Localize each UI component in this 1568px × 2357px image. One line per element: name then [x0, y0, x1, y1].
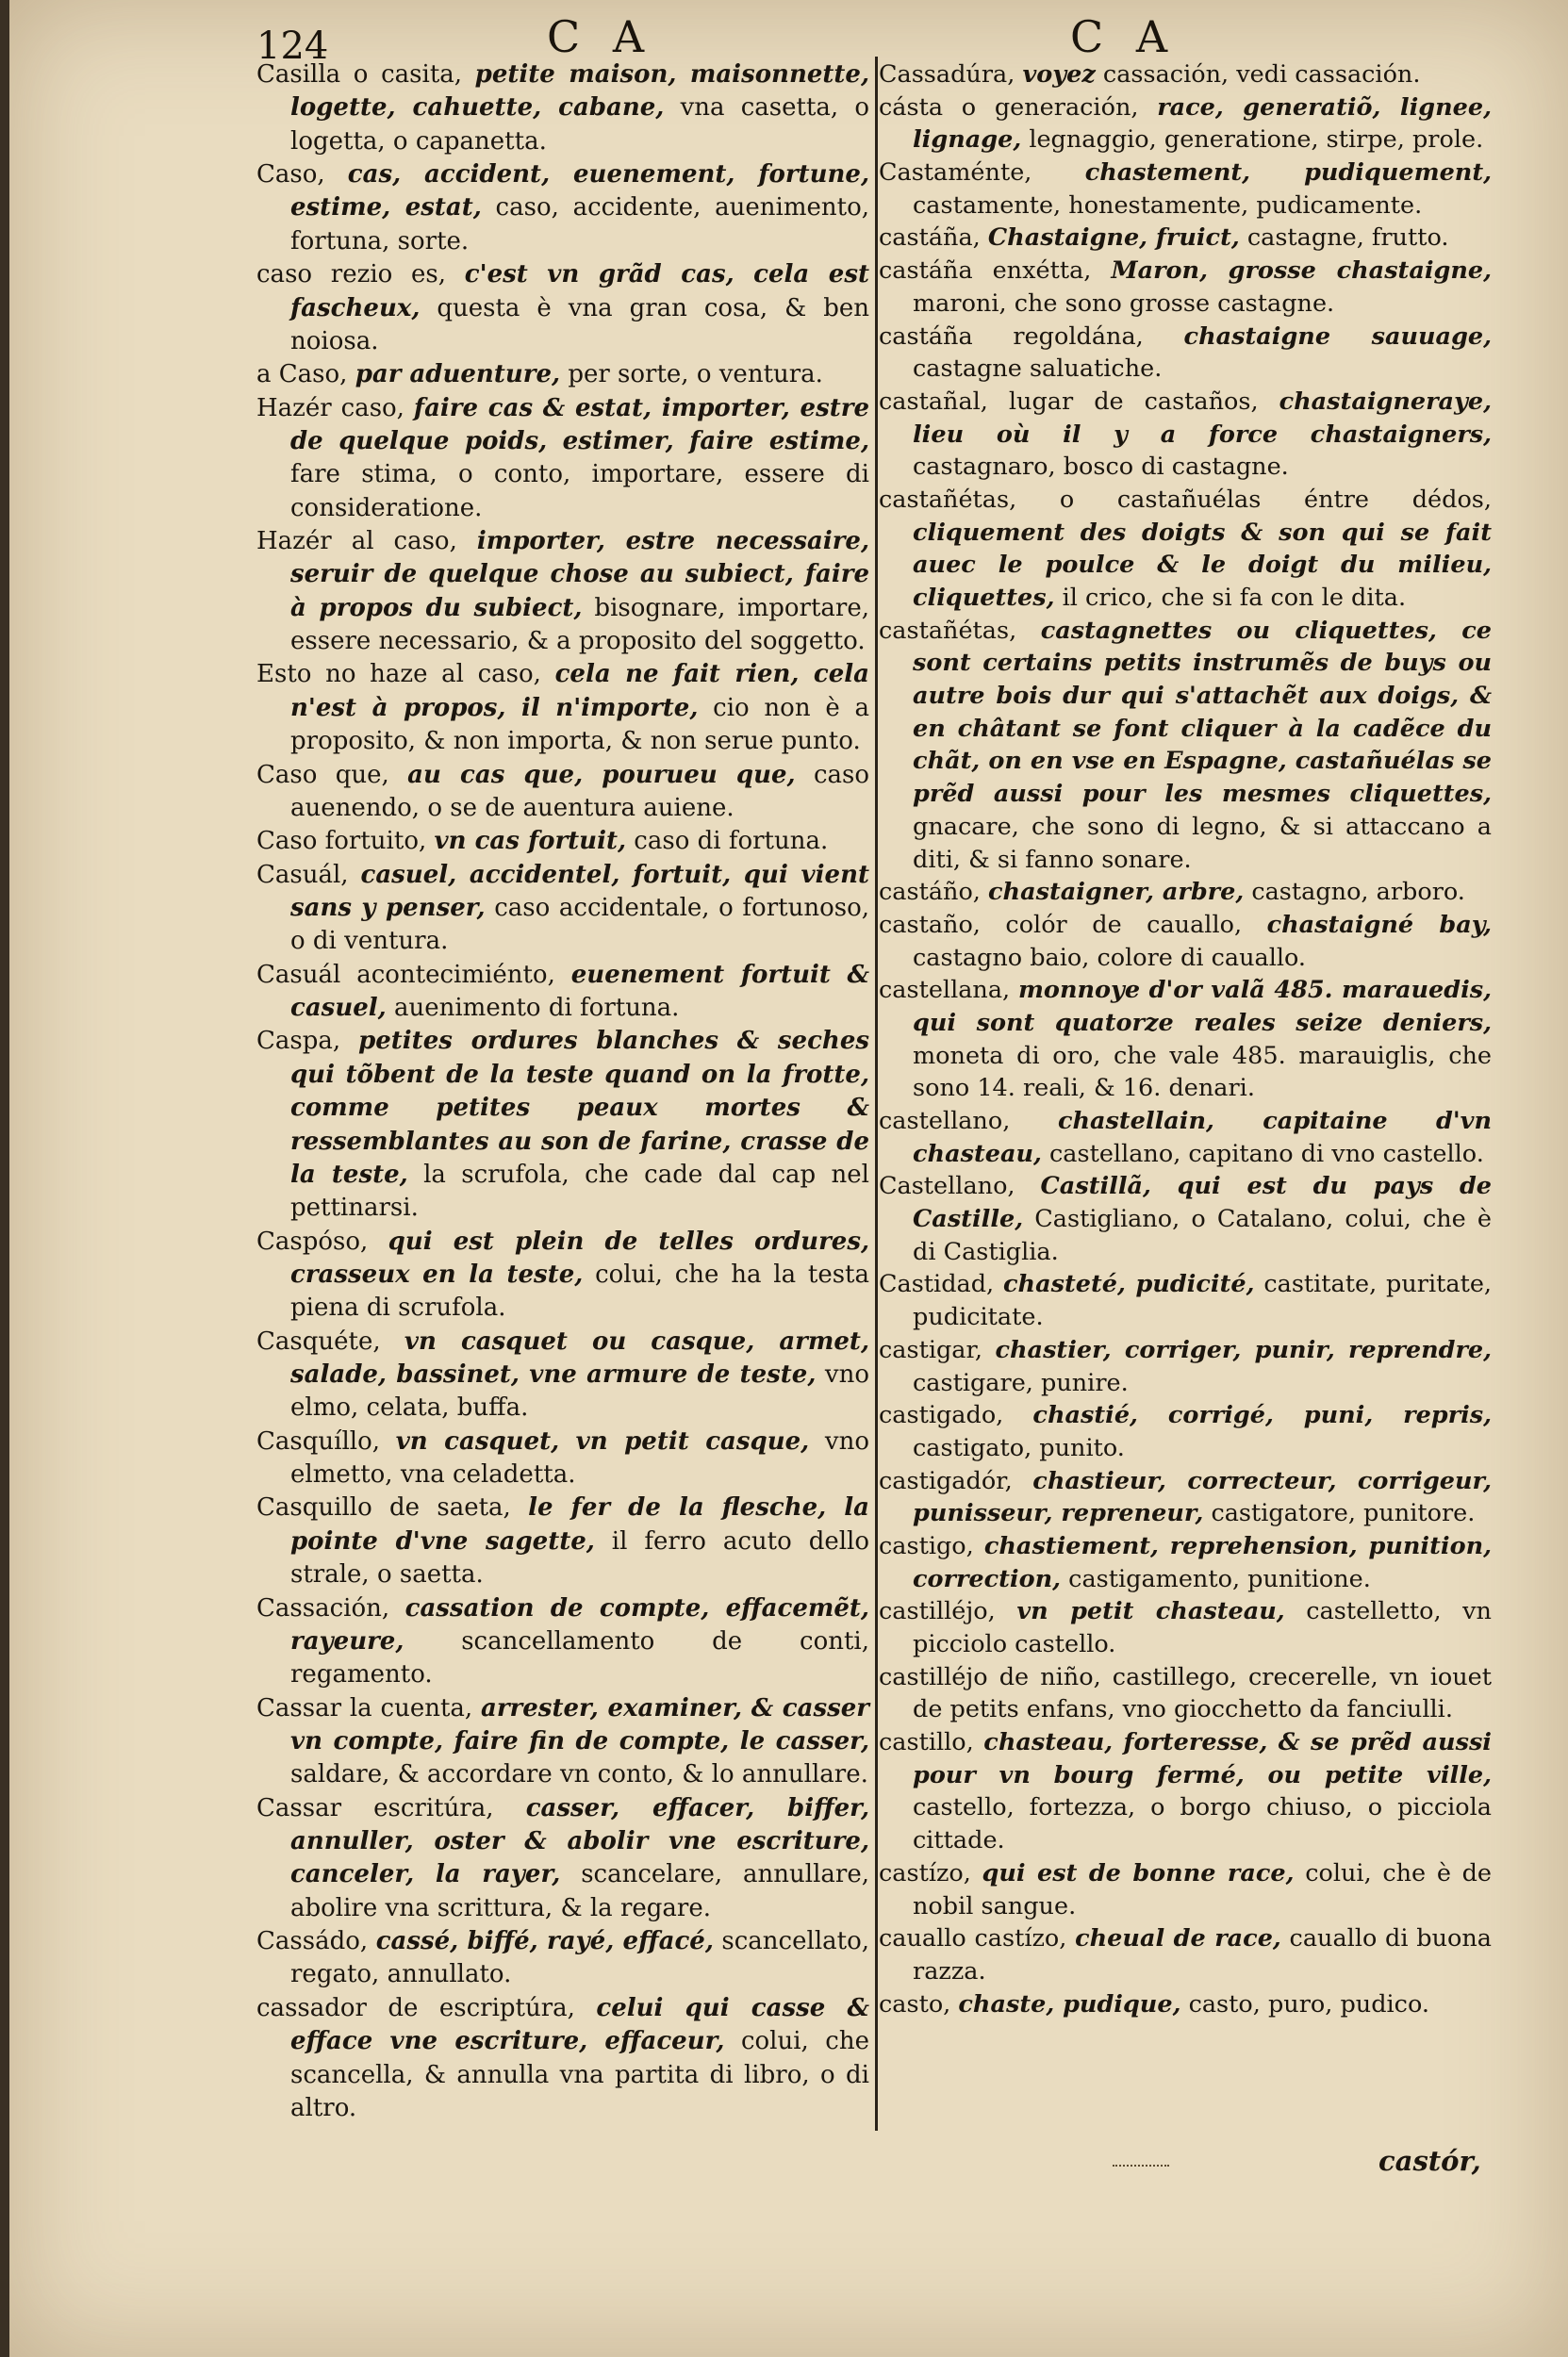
dictionary-entry	[256, 1592, 869, 1692]
headword: castigado,	[879, 1401, 1004, 1430]
french-gloss: celui qui casse & efface vne escriture, effaceur,	[290, 1993, 869, 2056]
french-gloss: cas, accident, euenement, fortune, estime, estat,	[290, 160, 870, 223]
headword: castigar,	[879, 1335, 982, 1364]
french-gloss: cliquement des doigts & son qui se fait auec le poulce & le doigt du milieu, cliquettes,	[913, 518, 1492, 612]
headword: Cassación,	[256, 1593, 390, 1623]
italian-gloss: saldare, & accordare vn conto, & lo annullare.	[290, 1760, 868, 1789]
book-page	[9, 0, 1568, 2357]
headword: castáña,	[879, 223, 981, 253]
dictionary-entry	[879, 1170, 1492, 1268]
dictionary-entry	[256, 258, 869, 358]
french-gloss: race, generatiõ, lignee, lignage,	[913, 92, 1492, 155]
french-gloss: chastié, corrigé, puni, repris,	[1032, 1401, 1492, 1430]
italian-gloss: legnaggio, generatione, stirpe, prole.	[1029, 125, 1484, 155]
headword: castañétas,	[879, 616, 1017, 645]
headword: casto,	[879, 1989, 951, 2019]
dictionary-entry	[879, 1661, 1492, 1726]
headword: castilléjo de niño,	[879, 1662, 1101, 1691]
italian-gloss: colui, che è de nobil sangue.	[913, 1858, 1492, 1920]
dictionary-entry	[879, 91, 1492, 157]
dictionary-entry	[256, 1792, 869, 1925]
dictionary-entry	[879, 1726, 1492, 1857]
french-gloss: par aduenture,	[355, 360, 561, 389]
dictionary-entry	[879, 1465, 1492, 1530]
dictionary-entry	[256, 1692, 869, 1792]
dictionary-entry	[879, 157, 1492, 222]
italian-gloss: per sorte, o ventura.	[568, 360, 823, 389]
dictionary-entry	[879, 909, 1492, 974]
headword: Cassar escritúra,	[256, 1793, 494, 1822]
headword: cásta o generación,	[879, 92, 1139, 122]
french-gloss: c'est vn grãd cas, cela est fascheux,	[290, 260, 869, 322]
headword: Cassadúra,	[879, 60, 1015, 89]
italian-gloss: castamente, honestamente, pudicamente.	[913, 190, 1423, 220]
headword: Castidad,	[879, 1270, 995, 1299]
column-divider	[875, 57, 878, 2131]
french-gloss: chastellain, capitaine d'vn chasteau,	[913, 1107, 1492, 1168]
headword: Caso que,	[256, 760, 389, 789]
french-gloss: faire cas & estat, importer, estre de quelque poids, estimer, faire estime,	[290, 393, 869, 455]
italian-gloss: castagne, frutto.	[1246, 223, 1449, 253]
headword: Caspa,	[256, 1027, 341, 1056]
french-gloss: Chastaigne, fruict,	[987, 223, 1240, 253]
italian-gloss: castelletto, vn picciolo castello.	[913, 1597, 1492, 1658]
headword: Cassar la cuenta,	[256, 1693, 473, 1722]
french-gloss: cassé, biffé, rayé, effacé,	[375, 1927, 714, 1956]
french-gloss: chasteté, pudicité,	[1003, 1270, 1255, 1299]
french-gloss: qui est de bonne race,	[982, 1858, 1295, 1887]
french-gloss: importer, estre necessaire, seruir de quelque chose au subiect, faire à propos du subiect,	[290, 527, 870, 622]
french-gloss: vn casquet ou casque, armet, salade, bassinet, vne armure de teste,	[290, 1327, 869, 1390]
french-gloss: chastiement, reprehension, punition, correction,	[913, 1531, 1493, 1593]
italian-gloss: caso accidentale, o fortunoso, o di ventura.	[290, 893, 869, 956]
french-gloss: chastaigné bay,	[1266, 910, 1492, 939]
headword: Casquéte,	[256, 1327, 381, 1356]
headword: Casuál,	[256, 860, 349, 889]
italian-gloss: colui, che ha la testa piena di scrufola.	[290, 1260, 869, 1323]
dictionary-entry	[256, 1426, 869, 1492]
headword: castañétas, o castañuélas éntre dédos,	[879, 485, 1492, 514]
italian-gloss: castellano, capitano di vno castello.	[1049, 1139, 1484, 1168]
dictionary-entry	[256, 1326, 869, 1426]
headword: Cassádo,	[256, 1927, 369, 1956]
dictionary-entry	[879, 222, 1492, 255]
right-column	[879, 58, 1492, 2020]
italian-gloss: scancellato, regato, annullato.	[290, 1927, 870, 1989]
dictionary-entry	[256, 959, 869, 1026]
italian-gloss: vno elmo, celata, buffa.	[290, 1360, 869, 1423]
dictionary-entry	[879, 1530, 1492, 1595]
dictionary-entry	[879, 321, 1492, 386]
italian-gloss: il crico, che si fa con le dita.	[1062, 584, 1407, 612]
headword: Caso,	[256, 160, 325, 190]
french-gloss: au cas que, pourueu que,	[407, 760, 796, 789]
dictionary-entry	[256, 1925, 869, 1992]
headword: castigo,	[879, 1531, 974, 1560]
headword: castellano,	[879, 1107, 1011, 1135]
french-gloss: petite maison, maisonnette, logette, cahuette, cabane,	[290, 60, 870, 123]
italian-gloss: moneta di oro, che vale 485. marauiglis, che sono 14. reali, & 16. denari.	[913, 1041, 1492, 1103]
french-gloss: casuel, accidentel, fortuit, qui vient sans y penser,	[290, 860, 869, 922]
italian-gloss: castigamento, punitione.	[1068, 1564, 1371, 1593]
french-gloss: vn casquet, vn petit casque,	[395, 1426, 810, 1456]
french-gloss: chastier, corriger, punir, reprendre,	[995, 1335, 1493, 1364]
dictionary-entry	[879, 1105, 1492, 1170]
dictionary-entry	[256, 658, 869, 758]
dictionary-entry	[256, 1992, 869, 2125]
french-gloss: casser, effacer, biffer, annuller, oster & abolir vne escriture, canceler, la rayer,	[290, 1793, 870, 1889]
italian-gloss: scancelare, annullare, abolire vna scrittura, & la regare.	[290, 1860, 869, 1922]
headword: caso rezio es,	[256, 260, 447, 289]
italian-gloss: cassación, vedi cassación.	[1102, 60, 1421, 89]
italian-gloss: castigatore, punitore.	[1211, 1499, 1476, 1528]
french-gloss: arrester, examiner, & casser vn compte, faire fin de compte, le casser,	[290, 1693, 869, 1755]
italian-gloss: castagno, arboro.	[1251, 878, 1465, 907]
headword: castáña enxétta,	[879, 256, 1092, 286]
italian-gloss: scancellamento de conti, regamento.	[290, 1626, 869, 1689]
dictionary-entry	[879, 876, 1492, 909]
dictionary-entry	[879, 974, 1492, 1105]
left-column	[256, 58, 869, 2125]
dictionary-entry	[256, 825, 869, 858]
headword: castaño, colór de cauallo,	[879, 910, 1243, 939]
italian-gloss: castigato, punito.	[913, 1433, 1125, 1462]
french-gloss: qui est plein de telles ordures, crasseux en la teste,	[290, 1227, 870, 1289]
italian-gloss: castillego, crecerelle, vn iouet de petits enfans, vno giocchetto da fanciulli.	[913, 1662, 1493, 1724]
italian-gloss: castagnaro, bosco di castagne.	[913, 453, 1289, 482]
french-gloss: Maron, grosse chastaigne,	[1111, 256, 1493, 286]
dictionary-entry	[879, 1399, 1492, 1464]
french-gloss: chastement, pudiquement,	[1084, 158, 1492, 188]
italian-gloss: castitate, puritate, pudicitate.	[913, 1270, 1493, 1332]
headword: castañal, lugar de castaños,	[879, 387, 1259, 416]
italian-gloss: colui, che scancella, & annulla vna partita di libro, o di altro.	[290, 2027, 870, 2122]
french-gloss: cheual de race,	[1075, 1924, 1281, 1953]
french-gloss: vn petit chasteau,	[1016, 1597, 1285, 1626]
french-gloss: euenement fortuit & casuel,	[290, 960, 870, 1023]
headword: castáña regoldána,	[879, 321, 1144, 351]
italian-gloss: caso di fortuna.	[634, 827, 829, 856]
headword: a Caso,	[256, 360, 348, 389]
headword: castízo,	[879, 1858, 971, 1887]
french-gloss: chastieur, correcteur, corrigeur, punisseur, repreneur,	[913, 1466, 1493, 1528]
headword: Casilla o casita,	[256, 60, 463, 89]
headword: Casuál acontecimiénto,	[256, 960, 555, 989]
dictionary-entry	[879, 484, 1492, 615]
french-gloss: cassation de compte, effacemẽt, rayeure,	[290, 1593, 869, 1656]
right-running-head: C A	[1070, 11, 1178, 62]
french-gloss: vn cas fortuit,	[434, 827, 627, 856]
headword: Castellano,	[879, 1172, 1015, 1201]
italian-gloss: cauallo di buona razza.	[913, 1924, 1492, 1986]
french-gloss: monnoye d'or valã 485. marauedis, qui sont quatorze reales seize deniers,	[913, 976, 1493, 1037]
dictionary-entry	[879, 1988, 1492, 2021]
page-header	[9, 6, 1568, 68]
dictionary-entry	[879, 255, 1492, 320]
french-gloss: chasteau, forteresse, & se prẽd aussi pour vn bourg fermé, ou petite ville,	[913, 1728, 1492, 1789]
french-gloss: chastaigner, arbre,	[988, 878, 1245, 907]
dictionary-entry	[879, 1857, 1492, 1922]
headword: cauallo castízo,	[879, 1924, 1067, 1953]
headword: castigadór,	[879, 1466, 1013, 1495]
headword: castillo,	[879, 1728, 974, 1757]
italian-gloss: caso auenendo, o se de auentura auiene.	[290, 760, 869, 822]
italian-gloss: questa è vna gran cosa, & ben noiosa.	[290, 293, 869, 355]
italian-gloss: castigare, punire.	[913, 1368, 1129, 1397]
dictionary-entry	[256, 392, 869, 525]
headword: castellana,	[879, 976, 1011, 1005]
italian-gloss: il ferro acuto dello strale, o saetta.	[290, 1526, 870, 1590]
dictionary-entry	[879, 386, 1492, 484]
italian-gloss: castello, fortezza, o borgo chiuso, o picciola cittade.	[913, 1793, 1492, 1855]
left-running-head: C A	[547, 11, 654, 62]
headword: Hazér caso,	[256, 393, 404, 422]
headword: Hazér al caso,	[256, 527, 457, 556]
italian-gloss: castagno baio, colore di cauallo.	[913, 943, 1307, 972]
headword: castilléjo,	[879, 1597, 996, 1626]
dictionary-entry	[879, 1268, 1492, 1333]
italian-gloss: vna casetta, o logetta, o capanetta.	[290, 93, 870, 156]
italian-gloss: casto, puro, pudico.	[1188, 1989, 1429, 2019]
italian-gloss: bisognare, importare, essere necessario, & a proposito del soggetto.	[290, 593, 869, 656]
headword: Caso fortuito,	[256, 827, 427, 856]
italian-gloss: auenimento di fortuna.	[393, 994, 680, 1023]
headword: Caspóso,	[256, 1227, 369, 1256]
dictionary-entry	[256, 859, 869, 959]
headword: castáño,	[879, 878, 981, 907]
dictionary-entry	[879, 1922, 1492, 1987]
dictionary-entry	[256, 158, 869, 258]
french-gloss: voyez	[1022, 60, 1096, 89]
italian-gloss: caso, accidente, auenimento, fortuna, sorte.	[290, 193, 870, 255]
dictionary-entry	[879, 58, 1492, 91]
italian-gloss: vno elmetto, vna celadetta.	[290, 1426, 869, 1490]
headword: Esto no haze al caso,	[256, 660, 541, 689]
french-gloss: castagnettes ou cliquettes, ce sont certains petits instrumẽs de buys ou autre bois dur qui s'attachẽt aux doigs, & en châtant se font cliquer à la cadẽce du chãt, on en vse en Espagne, castañuélas se prẽd aussi pour les mesmes cliquettes,	[913, 616, 1492, 809]
french-gloss: chaste, pudique,	[958, 1989, 1181, 2019]
headword: Castaménte,	[879, 158, 1032, 188]
dictionary-entry	[879, 1595, 1492, 1660]
italian-gloss: gnacare, che sono di legno, & si attaccano a diti, & si fanno sonare.	[913, 812, 1492, 874]
end-ornament	[1113, 2159, 1169, 2167]
french-gloss: petites ordures blanches & seches qui tõbent de la teste quand on la frotte, comme petites peaux mortes & ressemblantes au son de farine, crasse de la teste,	[290, 1027, 869, 1189]
dictionary-entry	[256, 58, 869, 158]
headword: cassador de escriptúra,	[256, 1993, 575, 2022]
catchword: castór,	[1378, 2145, 1481, 2177]
italian-gloss: castagne saluatiche.	[913, 354, 1163, 384]
page-number: 124	[256, 25, 329, 68]
italian-gloss: fare stima, o conto, importare, essere di consideratione.	[290, 460, 869, 522]
dictionary-entry	[256, 759, 869, 826]
italian-gloss: maroni, che sono grosse castagne.	[913, 288, 1335, 318]
french-gloss: Castillã, qui est du pays de Castille,	[913, 1172, 1492, 1234]
dictionary-entry	[879, 1334, 1492, 1399]
italian-gloss: Castigliano, o Catalano, colui, che è di Castiglia.	[913, 1205, 1492, 1266]
french-gloss: chastaigne sauuage,	[1183, 321, 1493, 351]
dictionary-entry	[879, 615, 1492, 877]
french-gloss: chastaigneraye, lieu où il y a force chastaigners,	[913, 387, 1492, 449]
headword: Casquillo de saeta,	[256, 1493, 511, 1523]
french-gloss: le fer de la flesche, la pointe d'vne sagette,	[290, 1493, 870, 1556]
dictionary-entry	[256, 1492, 869, 1591]
dictionary-entry	[256, 525, 869, 658]
dictionary-entry	[256, 358, 869, 391]
french-gloss: cela ne fait rien, cela n'est à propos, il n'importe,	[290, 660, 869, 722]
italian-gloss: la scrufola, che cade dal cap nel pettinarsi.	[290, 1160, 869, 1223]
headword: Casquíllo,	[256, 1426, 380, 1456]
dictionary-entry	[256, 1226, 869, 1326]
dictionary-entry	[256, 1025, 869, 1225]
italian-gloss: cio non è a proposito, & non importa, & non serue punto.	[290, 693, 869, 756]
